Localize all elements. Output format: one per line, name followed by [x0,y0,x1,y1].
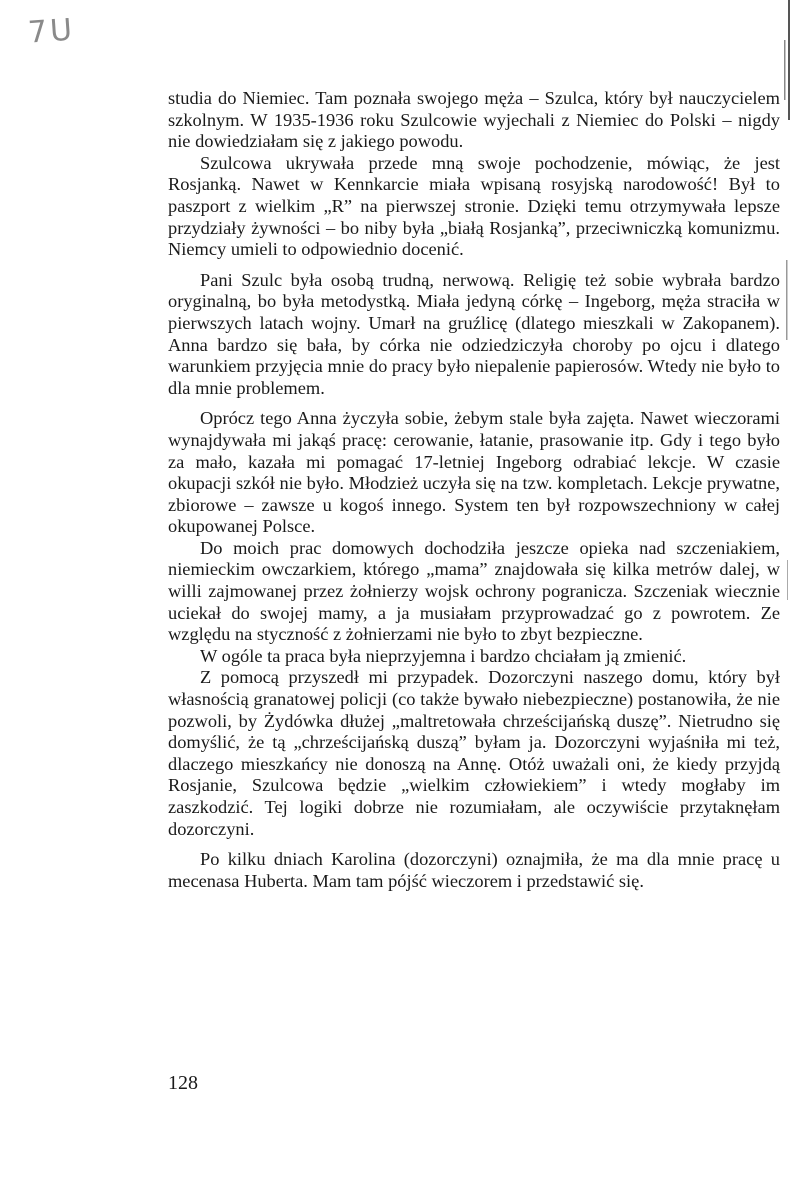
paragraph: studia do Niemiec. Tam poznała swojego męża – Szulca, który był nauczycielem szkolnym. W 1935-1936 roku Szulcowie wyjechali z Niemiec do Polski – nigdy nie dowiedziałam się z jakiego powodu. [168,88,780,152]
paragraph: Po kilku dniach Karolina (dozorczyni) oznajmiła, że ma dla mnie pracę u mecenasa Huberta. Mam tam pójść wieczorem i przedstawić się. [168,849,780,891]
handwritten-note: 7U [26,12,77,51]
paragraph: Szulcowa ukrywała przede mną swoje pochodzenie, mówiąc, że jest Rosjanką. Nawet w Kennkarcie miała wpisaną rosyjską narodowość! Był to paszport z wielkim „R” na pierwszej stronie. Dzięki temu otrzymywała lepsze przydziały żywności – bo niby była „białą Rosjanką”, przeciwniczką komunizmu. Niemcy umieli to odpowiednio docenić. [168,152,780,260]
paragraph: Z pomocą przyszedł mi przypadek. Dozorczyni naszego domu, który był własnością granatowej policji (co także bywało niebezpieczne) postanowiła, że nie pozwoli, by Żydówka dłużej „maltretowała chrześcijańską duszę”. Nietrudno się domyślić, że tą „chrześcijańską duszą” byłam ja. Dozorczyni wyjaśniła mi też, dlaczego mieszkańcy nie donoszą na Annę. Otóż uważali oni, że kiedy przyjdą Rosjanie, Szulcowa będzie „wielkim człowiekiem” i wtedy mogłaby im zaszkodzić. Tej logiki dobrze nie rozumiałam, ale oczywiście przytaknęłam dozorczyni. [168,667,780,839]
page-number: 128 [168,1072,198,1094]
paragraph: Do moich prac domowych dochodziła jeszcze opieka nad szczeniakiem, niemieckim owczarkiem, którego „mama” znajdowała się kilka metrów dalej, w willi zajmowanej przez żołnierzy wojsk ochrony pogranicza. Szczeniak wiecznie uciekał do swojej mamy, a ja musiałam przyprowadzać go z powrotem. Ze względu na styczność z żołnierzami nie było to zbyt bezpieczne. [168,537,780,645]
page-body [168,88,780,892]
paragraph: Oprócz tego Anna życzyła sobie, żebym stale była zajęta. Nawet wieczorami wynajdywała mi jakąś pracę: cerowanie, łatanie, prasowanie itp. Gdy i tego było za mało, kazała mi pomagać 17-letniej Ingeborg odrabiać lekcje. W czasie okupacji szkół nie było. Młodzież uczyła się na tzw. kompletach. Lekcje prywatne, zbiorowe – zawsze u kogoś innego. System ten był rozpowszechniony w całej okupowanej Polsce. [168,408,780,537]
paragraph: W ogóle ta praca była nieprzyjemna i bardzo chciałam ją zmienić. [200,645,687,666]
paragraph: Pani Szulc była osobą trudną, nerwową. Religię też sobie wybrała bardzo oryginalną, bo była metodystką. Miała jedyną córkę – Ingeborg, męża straciła w pierwszych latach wojny. Umarł na gruźlicę (dlatego mieszkali w Zakopanem). Anna bardzo się bała, by córka nie odziedziczyła choroby po ojcu i dlatego warunkiem przyjęcia mnie do pracy było niepalenie papierosów. Wtedy nie było to dla mnie problemem. [168,269,780,398]
